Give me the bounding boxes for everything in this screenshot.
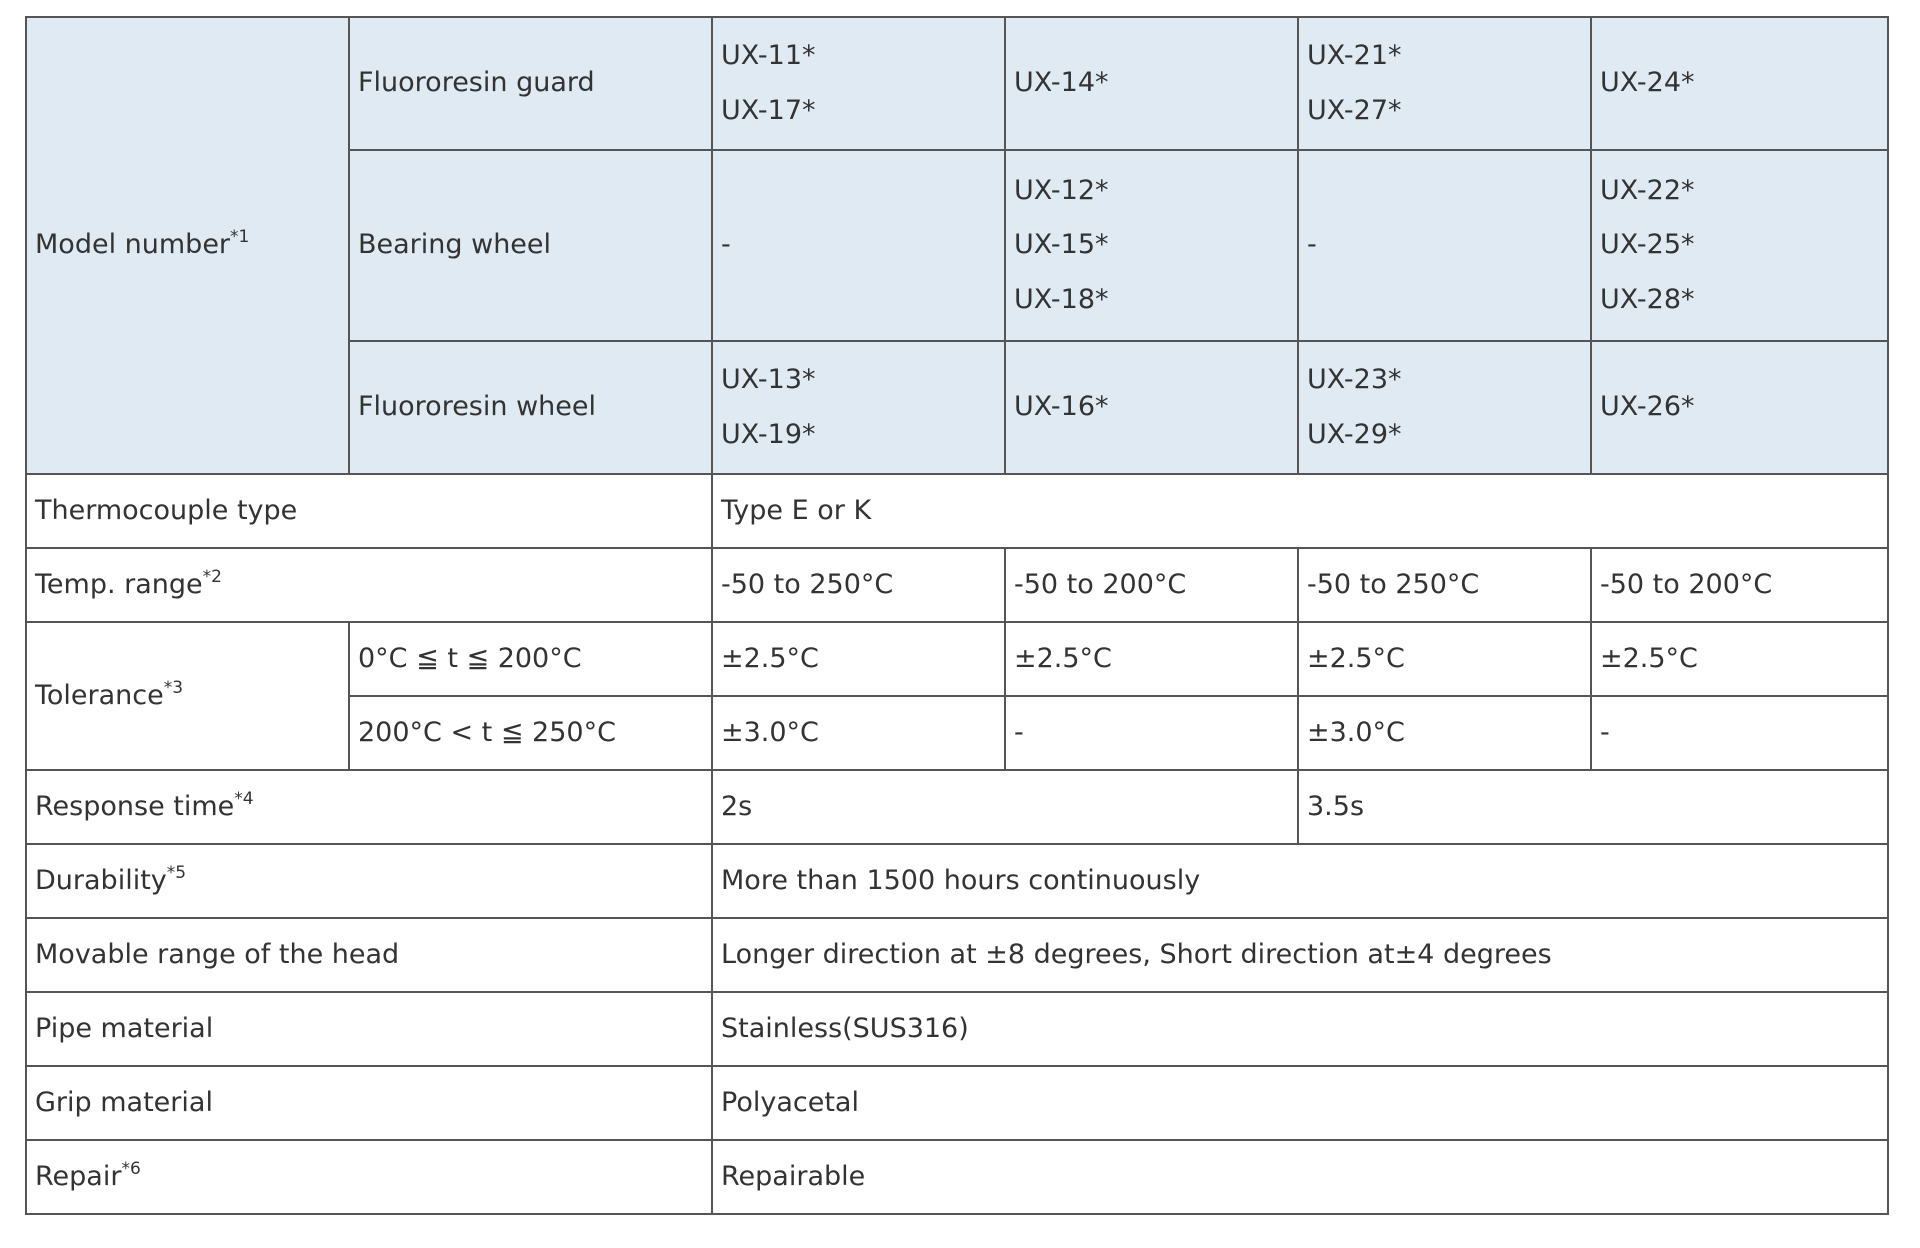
variant-label: Fluororesin wheel bbox=[349, 341, 712, 474]
temp-range-row bbox=[26, 548, 1888, 622]
repair-value: Repairable bbox=[712, 1140, 1888, 1214]
model-code: - bbox=[1307, 229, 1317, 261]
movable-range-label: Movable range of the head bbox=[26, 918, 712, 992]
response-time-value: 3.5s bbox=[1298, 770, 1888, 844]
grip-material-row bbox=[26, 1066, 1888, 1140]
tolerance-label-cell bbox=[26, 622, 349, 770]
model-cell bbox=[712, 17, 1005, 150]
temp-range-label-cell bbox=[26, 548, 712, 622]
model-code: UX-23* bbox=[1307, 364, 1402, 396]
temp-range-value: -50 to 250°C bbox=[712, 548, 1005, 622]
tolerance-note: *3 bbox=[163, 677, 184, 698]
tolerance-value: ±3.0°C bbox=[712, 696, 1005, 770]
grip-material-label: Grip material bbox=[26, 1066, 712, 1140]
model-cell bbox=[1298, 341, 1591, 474]
tolerance-value: ±2.5°C bbox=[1298, 622, 1591, 696]
model-cell bbox=[1005, 341, 1298, 474]
durability-label-cell bbox=[26, 844, 712, 918]
tolerance-value: ±3.0°C bbox=[1298, 696, 1591, 770]
model-cell bbox=[1591, 150, 1888, 341]
response-time-row bbox=[26, 770, 1888, 844]
model-number-note: *1 bbox=[230, 227, 250, 248]
tolerance-value: - bbox=[1005, 696, 1298, 770]
movable-range-row bbox=[26, 918, 1888, 992]
variant-label: Bearing wheel bbox=[349, 150, 712, 341]
spec-table bbox=[25, 16, 1889, 1215]
durability-row bbox=[26, 844, 1888, 918]
pipe-material-value: Stainless(SUS316) bbox=[712, 992, 1888, 1066]
model-code: UX-14* bbox=[1014, 67, 1109, 99]
model-code: UX-26* bbox=[1600, 391, 1695, 423]
repair-label-cell bbox=[26, 1140, 712, 1214]
tolerance-row-1 bbox=[26, 622, 1888, 696]
model-code: UX-29* bbox=[1307, 418, 1402, 450]
temp-range-value: -50 to 200°C bbox=[1005, 548, 1298, 622]
model-code: UX-19* bbox=[721, 418, 816, 450]
model-code: UX-22* bbox=[1600, 174, 1695, 206]
model-code: UX-24* bbox=[1600, 67, 1695, 99]
temp-range-note: *2 bbox=[202, 566, 222, 587]
response-time-value: 2s bbox=[712, 770, 1298, 844]
model-code: UX-12* bbox=[1014, 174, 1109, 206]
model-cell bbox=[712, 150, 1005, 341]
tolerance-value: - bbox=[1591, 696, 1888, 770]
model-code: UX-13* bbox=[721, 364, 816, 396]
repair-row bbox=[26, 1140, 1888, 1214]
model-number-label-cell bbox=[26, 17, 349, 474]
thermocouple-row bbox=[26, 474, 1888, 548]
model-cell bbox=[1005, 17, 1298, 150]
repair-note: *6 bbox=[121, 1158, 141, 1179]
model-code: UX-15* bbox=[1014, 229, 1109, 261]
response-time-label: Response time bbox=[35, 790, 235, 822]
temp-range-value: -50 to 250°C bbox=[1298, 548, 1591, 622]
grip-material-value: Polyacetal bbox=[712, 1066, 1888, 1140]
pipe-material-row bbox=[26, 992, 1888, 1066]
thermocouple-value: Type E or K bbox=[712, 474, 1888, 548]
model-code: UX-28* bbox=[1600, 283, 1695, 315]
model-code: UX-11* bbox=[721, 40, 816, 72]
model-cell bbox=[1005, 150, 1298, 341]
model-cell bbox=[1591, 341, 1888, 474]
model-code: UX-18* bbox=[1014, 283, 1109, 315]
response-time-note: *4 bbox=[234, 788, 254, 809]
model-number-label: Model number bbox=[35, 229, 231, 261]
model-code: UX-27* bbox=[1307, 94, 1402, 126]
model-cell bbox=[1298, 17, 1591, 150]
model-row-guard bbox=[26, 17, 1888, 150]
variant-label: Fluororesin guard bbox=[349, 17, 712, 150]
model-code: UX-25* bbox=[1600, 229, 1695, 261]
repair-label: Repair bbox=[35, 1160, 122, 1192]
temp-range-label: Temp. range bbox=[35, 568, 203, 600]
tolerance-value: ±2.5°C bbox=[712, 622, 1005, 696]
tolerance-value: ±2.5°C bbox=[1591, 622, 1888, 696]
pipe-material-label: Pipe material bbox=[26, 992, 712, 1066]
tolerance-condition: 200°C < t ≦ 250°C bbox=[349, 696, 712, 770]
durability-value: More than 1500 hours continuously bbox=[712, 844, 1888, 918]
model-cell bbox=[1298, 150, 1591, 341]
response-time-label-cell bbox=[26, 770, 712, 844]
movable-range-value: Longer direction at ±8 degrees, Short direction at±4 degrees bbox=[712, 918, 1888, 992]
temp-range-value: -50 to 200°C bbox=[1591, 548, 1888, 622]
tolerance-condition: 0°C ≦ t ≦ 200°C bbox=[349, 622, 712, 696]
model-code: UX-16* bbox=[1014, 391, 1109, 423]
model-code: UX-17* bbox=[721, 94, 816, 126]
model-code: - bbox=[721, 229, 731, 261]
thermocouple-label: Thermocouple type bbox=[26, 474, 712, 548]
tolerance-value: ±2.5°C bbox=[1005, 622, 1298, 696]
durability-label: Durability bbox=[35, 864, 167, 896]
durability-note: *5 bbox=[166, 862, 187, 883]
tolerance-label: Tolerance bbox=[35, 679, 164, 711]
model-cell bbox=[712, 341, 1005, 474]
model-cell bbox=[1591, 17, 1888, 150]
model-code: UX-21* bbox=[1307, 40, 1402, 72]
